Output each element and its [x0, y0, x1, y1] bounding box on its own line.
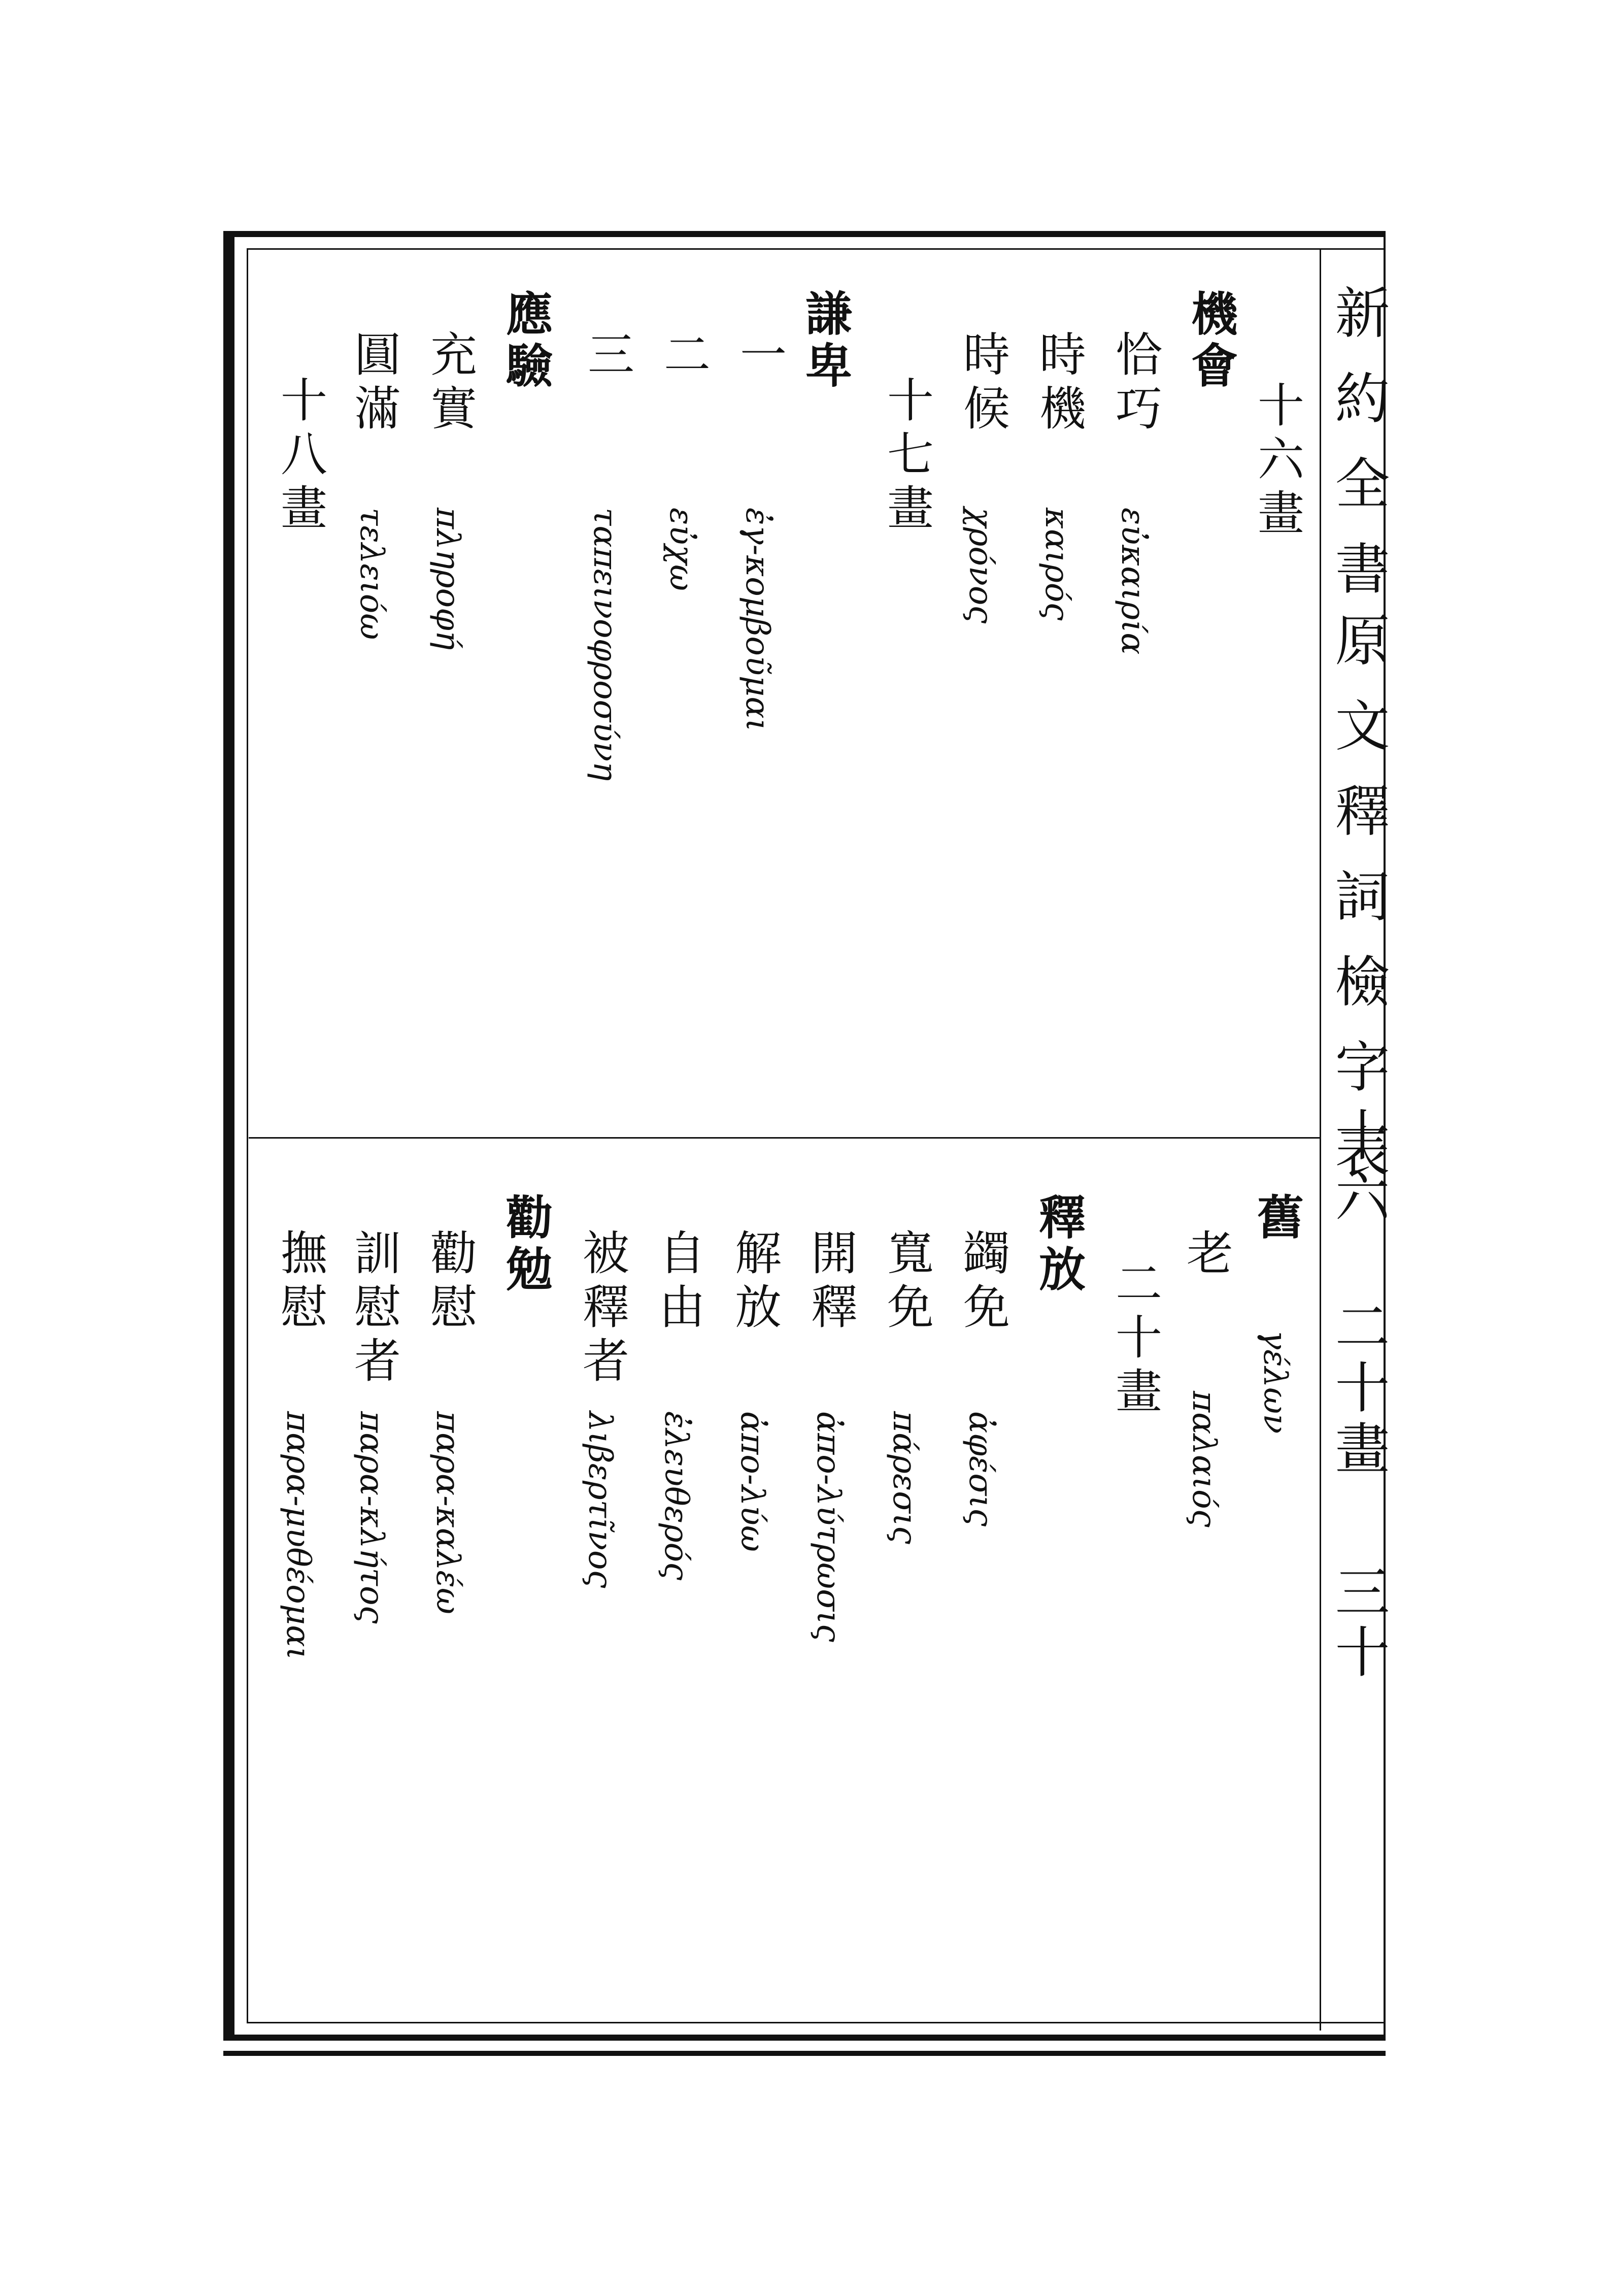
- entry-xunweizhe: 訓慰者: [347, 1228, 401, 1390]
- stroke-group-16: 十六畫: [1250, 381, 1304, 542]
- headword-jihui: 機會: [1184, 289, 1238, 393]
- stroke-group-20: 二十畫: [1108, 1259, 1162, 1420]
- entry-ziyou: 自由: [651, 1228, 705, 1336]
- greek-kuanmian: πάρεσις: [886, 1411, 923, 1544]
- entry-one: 一: [732, 330, 787, 384]
- header-divider: [1320, 249, 1321, 2031]
- stroke-group-18: 十八畫: [273, 376, 327, 537]
- greek-shiji: καιρός: [1038, 508, 1075, 621]
- entry-qiaqiao: 恰巧: [1108, 330, 1162, 438]
- page-frame: [223, 231, 1389, 2041]
- entry-kaishi: 開釋: [803, 1228, 858, 1336]
- greek-jiefang: ἀπο-λύω: [733, 1411, 771, 1552]
- greek-yuanman: τελειόω: [353, 508, 390, 640]
- greek-shumian: ἀφέσις: [962, 1411, 999, 1526]
- middle-divider: [249, 1137, 1320, 1139]
- greek-qiaqiao: εὐκαιρία: [1114, 508, 1152, 655]
- stroke-group-17: 十七畫: [880, 376, 934, 537]
- greek-two: εὐχω: [662, 508, 700, 591]
- greek-quanwei: παρα-καλέω: [429, 1411, 466, 1615]
- entry-two: 二: [656, 330, 711, 384]
- entry-three: 三: [580, 330, 634, 384]
- headword-yingyan: 應驗: [498, 289, 553, 393]
- entry-shiji: 時機: [1032, 330, 1086, 438]
- greek-beishizhe: λιβερτῖνος: [581, 1411, 619, 1588]
- greek-ziyou: ἐλευθερός: [657, 1411, 695, 1581]
- entry-chongshi: 充實: [423, 330, 477, 438]
- entry-beishizhe: 被釋者: [575, 1228, 629, 1390]
- entry-jiefang: 解放: [727, 1228, 782, 1336]
- entry-lao: 老: [1179, 1228, 1233, 1282]
- greek-one: ἐγ-κομβοῦμαι: [738, 508, 776, 731]
- page-frame-inner: [247, 248, 1389, 2023]
- entry-shumian: 蠲免: [956, 1228, 1010, 1336]
- greek-xunweizhe: παρα-κλήτος: [353, 1411, 390, 1624]
- greek-lao: παλαιός: [1185, 1391, 1223, 1527]
- stroke-range: 十六 二十畫: [1326, 1107, 1389, 1481]
- book-title: 新約全書: [1326, 284, 1389, 625]
- entry-quanwei: 勸慰: [423, 1228, 477, 1336]
- greek-three: ταπεινοφροσύνη: [586, 508, 624, 781]
- headword-quanmian: 勸勉: [498, 1193, 553, 1296]
- greek-kaishi: ἀπο-λύτρωσις: [810, 1411, 847, 1642]
- entry-kuanmian: 寬免: [880, 1228, 934, 1336]
- greek-shihou: χρόνος: [962, 508, 999, 624]
- greek-fuwei: παρα-μυθέομαι: [279, 1411, 317, 1660]
- headword-jiu: 舊: [1250, 1193, 1304, 1245]
- greek-chongshi: πληροφή: [429, 508, 466, 650]
- greek-jiu: γέλων: [1256, 1330, 1294, 1434]
- entry-fuwei: 撫慰: [273, 1228, 327, 1336]
- entry-shihou: 時候: [956, 330, 1010, 438]
- headword-qianbei: 謙卑: [798, 289, 853, 393]
- headword-shifang: 釋放: [1031, 1193, 1086, 1296]
- page-number: 三十: [1326, 1563, 1389, 1683]
- entry-yuanman: 圓滿: [347, 330, 401, 438]
- section-title: 原文釋詞檢字表: [1326, 612, 1389, 1209]
- bottom-rule: [223, 2051, 1386, 2056]
